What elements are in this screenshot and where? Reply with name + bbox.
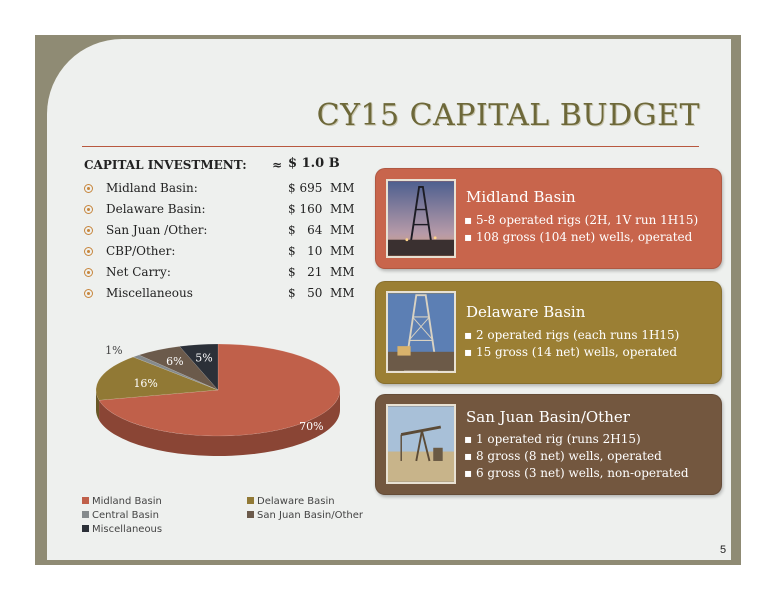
pumpjack-photo <box>386 404 456 484</box>
approx-symbol: ≈ <box>272 158 283 172</box>
item-amount: $ 695 MM <box>288 181 355 195</box>
legend-item <box>82 510 159 521</box>
card-bullet: ▪ 1 operated rig (runs 2H15) <box>464 431 689 448</box>
card-bullets <box>464 327 679 361</box>
legend-item <box>247 510 363 521</box>
legend-swatch <box>247 497 254 504</box>
legend-item <box>82 496 162 507</box>
page-number: 5 <box>720 544 727 556</box>
list-item <box>84 244 374 265</box>
item-label: Miscellaneous <box>106 286 193 300</box>
card-title: Midland Basin <box>466 188 576 206</box>
card-title: Delaware Basin <box>466 303 586 321</box>
card-bullet: ▪ 15 gross (14 net) wells, operated <box>464 344 679 361</box>
item-amount: $ 64 MM <box>288 223 355 237</box>
item-label: Delaware Basin: <box>106 202 206 216</box>
card-bullet: ▪ 2 operated rigs (each runs 1H15) <box>464 327 679 344</box>
legend-label: Midland Basin <box>92 496 162 507</box>
card-title: San Juan Basin/Other <box>466 408 630 426</box>
data-label: 5% <box>195 351 213 365</box>
data-label: 16% <box>133 376 158 390</box>
title-rule <box>82 146 699 147</box>
legend-label: Miscellaneous <box>92 524 163 535</box>
investment-list <box>84 181 374 307</box>
legend-swatch <box>82 525 89 532</box>
item-label: Net Carry: <box>106 265 171 279</box>
list-item <box>84 181 374 202</box>
card-bullets <box>464 431 689 482</box>
item-amount: $ 10 MM <box>288 244 355 258</box>
card-bullets <box>464 212 698 246</box>
legend-swatch <box>247 511 254 518</box>
card-bullet: ▪ 8 gross (8 net) wells, operated <box>464 448 689 465</box>
card-delaware <box>375 281 722 384</box>
card-bullet: ▪ 6 gross (3 net) wells, non-operated <box>464 465 689 482</box>
pie-chart <box>80 320 380 490</box>
item-label: San Juan /Other: <box>106 223 208 237</box>
drilling-rig-dusk-photo <box>386 179 456 258</box>
legend-swatch <box>82 511 89 518</box>
circle-bullet-icon <box>84 226 93 235</box>
item-label: Midland Basin: <box>106 181 198 195</box>
card-bullet: ▪ 108 gross (104 net) wells, operated <box>464 229 698 246</box>
legend-item <box>247 496 335 507</box>
item-amount: $ 160 MM <box>288 202 355 216</box>
drilling-rig-derrick-photo <box>386 291 456 373</box>
list-item <box>84 286 374 307</box>
data-label: 6% <box>166 355 184 369</box>
circle-bullet-icon <box>84 289 93 298</box>
legend-swatch <box>82 497 89 504</box>
card-midland <box>375 168 722 269</box>
data-label: 1% <box>105 344 123 358</box>
circle-bullet-icon <box>84 268 93 277</box>
item-label: CBP/Other: <box>106 244 176 258</box>
slide-title: CY15 CAPITAL BUDGET <box>316 98 700 133</box>
item-amount: $ 21 MM <box>288 265 355 279</box>
capital-investment-total: $ 1.0 B <box>288 156 340 171</box>
list-item <box>84 202 374 223</box>
circle-bullet-icon <box>84 184 93 193</box>
legend-label: Delaware Basin <box>257 496 335 507</box>
legend-label: Central Basin <box>92 510 159 521</box>
circle-bullet-icon <box>84 205 93 214</box>
legend-item <box>82 524 162 535</box>
list-item <box>84 223 374 244</box>
capital-investment-header: CAPITAL INVESTMENT: <box>84 158 247 172</box>
card-san-juan <box>375 394 722 495</box>
item-amount: $ 50 MM <box>288 286 355 300</box>
list-item <box>84 265 374 286</box>
legend-label: San Juan Basin/Other <box>257 510 364 521</box>
circle-bullet-icon <box>84 247 93 256</box>
data-label: 70% <box>299 420 324 434</box>
card-bullet: ▪ 5-8 operated rigs (2H, 1V run 1H15) <box>464 212 698 229</box>
